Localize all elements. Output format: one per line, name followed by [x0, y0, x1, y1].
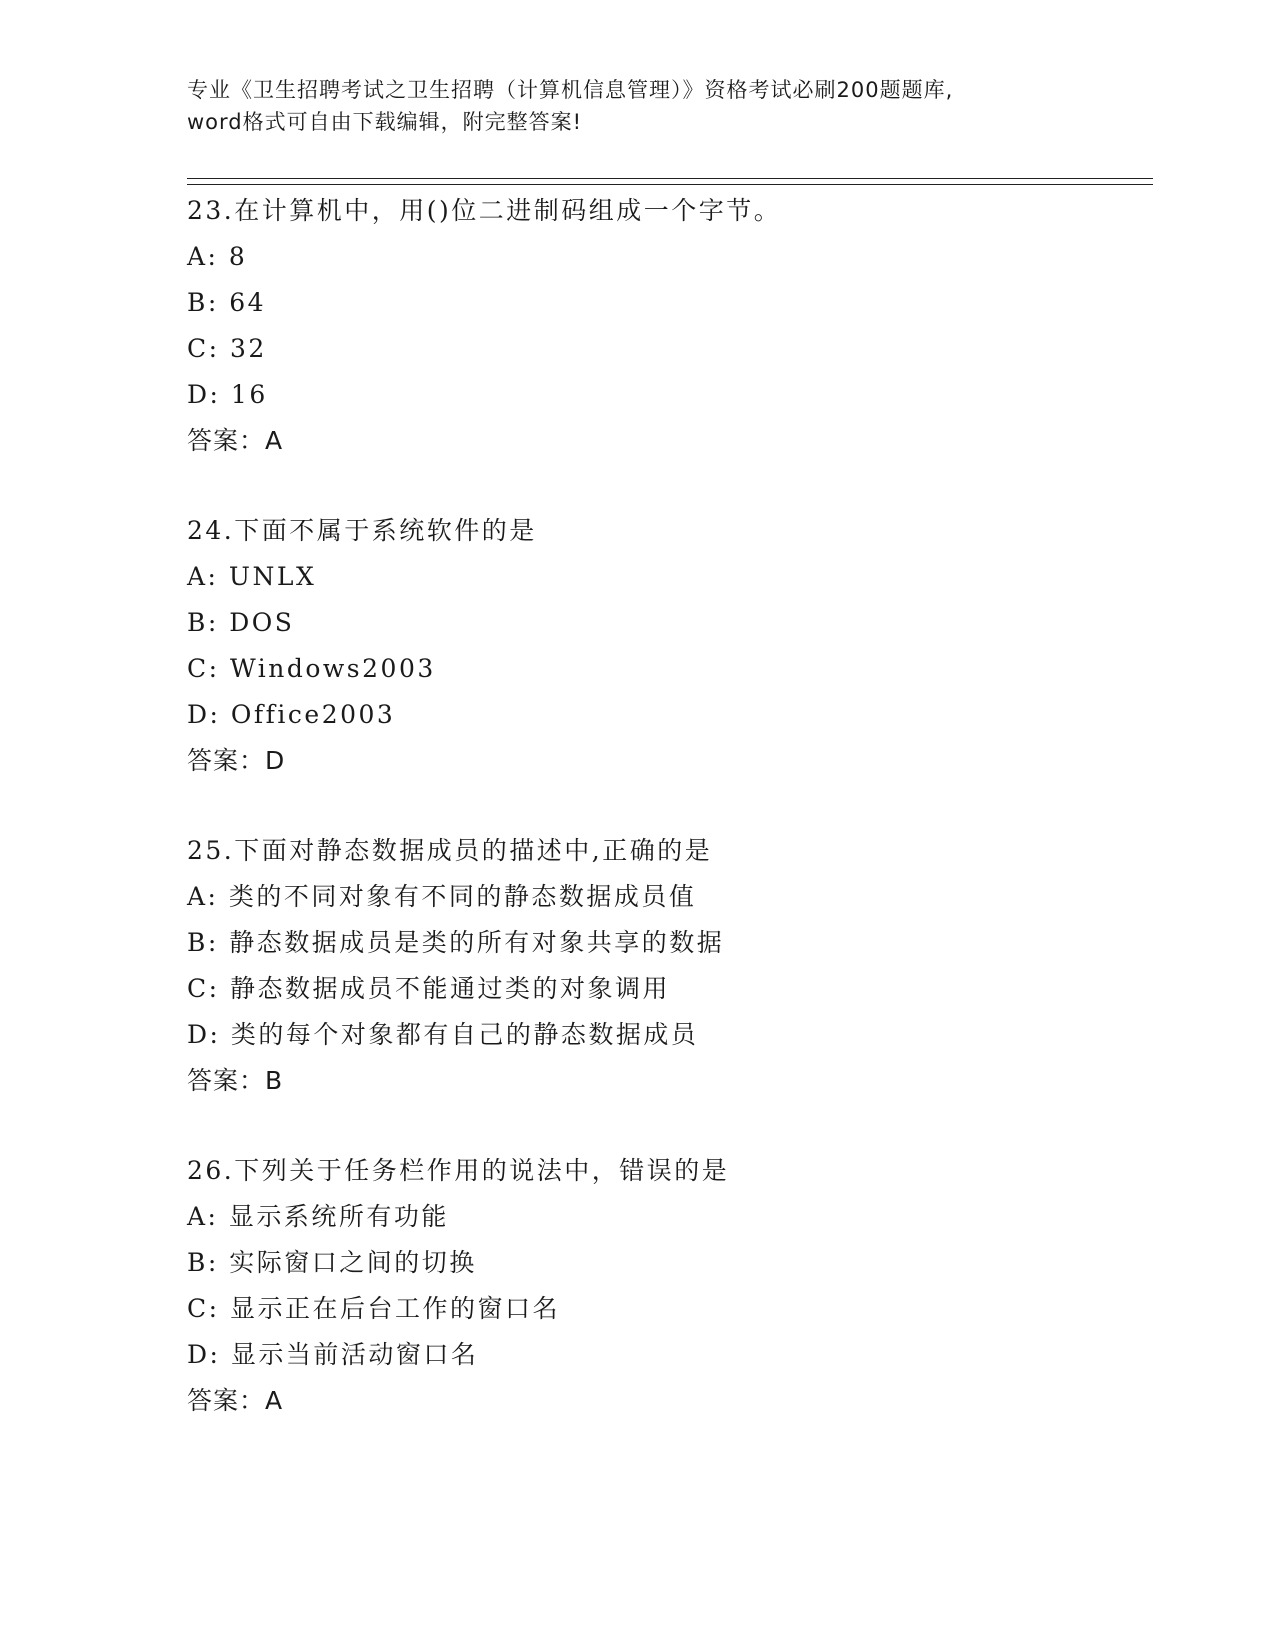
option-d: D: 显示当前活动窗口名 — [187, 1340, 479, 1369]
question-text: 26.下列关于任务栏作用的说法中，错误的是 — [187, 1156, 730, 1185]
question-25 — [187, 828, 1147, 1104]
option-b: B: 64 — [187, 288, 267, 317]
option-d: D: Office2003 — [187, 700, 396, 729]
option-d: D: 16 — [187, 380, 268, 409]
question-text: 23.在计算机中，用()位二进制码组成一个字节。 — [187, 196, 782, 225]
option-b: B: 静态数据成员是类的所有对象共享的数据 — [187, 928, 725, 957]
answer-line: 答案：A — [187, 426, 284, 455]
option-c: C: Windows2003 — [187, 654, 436, 683]
answer-line: 答案：D — [187, 746, 286, 775]
header-line-1: 专业《卫生招聘考试之卫生招聘（计算机信息管理）》资格考试必刷200题题库, — [187, 78, 954, 102]
option-a: A: 显示系统所有功能 — [187, 1202, 449, 1231]
question-text: 25.下面对静态数据成员的描述中,正确的是 — [187, 836, 713, 865]
option-c: C: 静态数据成员不能通过类的对象调用 — [187, 974, 670, 1003]
option-a: A: 类的不同对象有不同的静态数据成员值 — [187, 882, 697, 911]
option-c: C: 显示正在后台工作的窗口名 — [187, 1294, 560, 1323]
question-23 — [187, 188, 1147, 464]
option-a: A: 8 — [187, 242, 248, 271]
header-line-2: word格式可自由下载编辑，附完整答案! — [187, 110, 583, 134]
question-list — [187, 188, 1147, 1424]
question-26 — [187, 1148, 1147, 1424]
question-24 — [187, 508, 1147, 784]
answer-line: 答案：A — [187, 1386, 284, 1415]
header-divider-bottom — [187, 184, 1153, 185]
option-b: B: 实际窗口之间的切换 — [187, 1248, 477, 1277]
question-text: 24.下面不属于系统软件的是 — [187, 516, 537, 545]
option-d: D: 类的每个对象都有自己的静态数据成员 — [187, 1020, 699, 1049]
option-b: B: DOS — [187, 608, 295, 637]
header-divider-top — [187, 178, 1153, 179]
option-c: C: 32 — [187, 334, 267, 363]
document-header — [187, 74, 1087, 138]
answer-line: 答案：B — [187, 1066, 284, 1095]
option-a: A: UNLX — [187, 562, 317, 591]
